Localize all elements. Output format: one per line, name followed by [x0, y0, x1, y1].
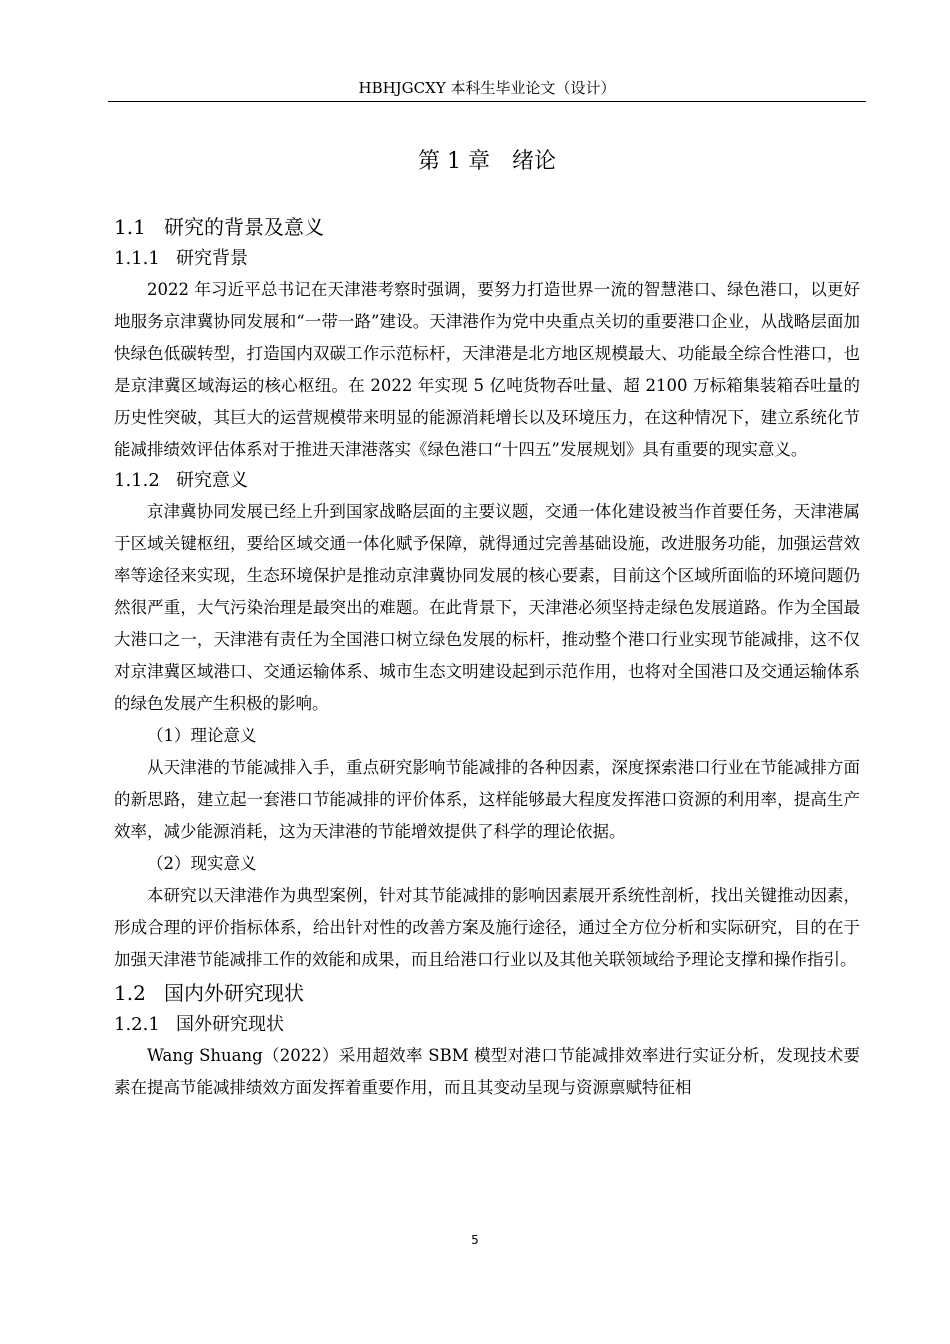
section-heading-1-1-2: [114, 466, 860, 496]
header-rule: [108, 101, 866, 102]
paragraph-practice: 本研究以天津港作为典型案例，针对其节能减排的影响因素展开系统性剖析，找出关键推动因素，形成合理的评价指标体系，给出针对性的改善方案及施行途径，通过全方位分析和实际研究，目的在于加强天津港节能减排工作的效能和成果，而且给港口行业以及其他关联领域给予理论支撑和操作指引。: [114, 886, 860, 969]
section-number: 1.2: [114, 981, 146, 1005]
section-title: 研究背景: [176, 248, 248, 269]
section-heading-1-1: [114, 210, 860, 244]
page-content: [114, 142, 860, 1104]
paragraph-significance: 京津冀协同发展已经上升到国家战略层面的主要议题，交通一体化建设被当作首要任务，天津港属于区域关键枢纽，要给区域交通一体化赋予保障，就得通过完善基础设施，改进服务功能，加强运营效率等途径来实现，生态环境保护是推动京津冀协同发展的核心要素，目前这个区域所面临的环境问题仍然很严重，大气污染治理是最突出的难题。在此背景下，天津港必须坚持走绿色发展道路。作为全国最大港口之一，天津港有责任为全国港口树立绿色发展的标杆，推动整个港口行业实现节能减排，这不仅对京津冀区域港口、交通运输体系、城市生态文明建设起到示范作用，也将对全国港口及交通运输体系的绿色发展产生积极的影响。: [114, 502, 860, 713]
paragraph-theory: 从天津港的节能减排入手，重点研究影响节能减排的各种因素，深度探索港口行业在节能减排方面的新思路，建立起一套港口节能减排的评价体系，这样能够最大程度发挥港口资源的利用率，提高生产效率，减少能源消耗，这为天津港的节能增效提供了科学的理论依据。: [114, 758, 860, 841]
section-heading-1-1-1: [114, 244, 860, 274]
section-number: 1.1.1: [114, 248, 160, 269]
section-heading-1-2: [114, 976, 860, 1010]
subheading-practice: （2）现实意义: [147, 854, 257, 873]
chapter-title: 第 1 章 绪论: [418, 149, 556, 174]
running-header: HBHJGCXY 本科生毕业论文（设计）: [358, 79, 616, 97]
section-title: 研究的背景及意义: [164, 215, 324, 239]
section-title: 国内外研究现状: [164, 981, 304, 1005]
page-number: 5: [471, 1233, 479, 1247]
section-number: 1.1: [114, 215, 146, 239]
section-number: 1.2.1: [114, 1014, 160, 1035]
section-title: 研究意义: [176, 470, 248, 491]
section-title: 国外研究现状: [176, 1014, 284, 1035]
section-heading-1-2-1: [114, 1010, 860, 1040]
paragraph-background: 2022 年习近平总书记在天津港考察时强调，要努力打造世界一流的智慧港口、绿色港口，以更好地服务京津冀协同发展和“一带一路”建设。天津港作为党中央重点关切的重要港口企业，从战略层面加快绿色低碳转型，打造国内双碳工作示范标杆，天津港是北方地区规模最大、功能最全综合性港口，也是京津冀区域海运的核心枢纽。在 2022 年实现 5 亿吨货物吞吐量、超 2100 万标箱集装箱吞吐量的历史性突破，其巨大的运营规模带来明显的能源消耗增长以及环境压力，在这种情况下，建立系统化节能减排绩效评估体系对于推进天津港落实《绿色港口“十四五”发展规划》具有重要的现实意义。: [114, 280, 860, 459]
paragraph-foreign-research: Wang Shuang（2022）采用超效率 SBM 模型对港口节能减排效率进行实证分析，发现技术要素在提高节能减排绩效方面发挥着重要作用，而且其变动呈现与资源禀赋特征相: [114, 1046, 860, 1097]
section-number: 1.1.2: [114, 470, 160, 491]
subheading-theory: （1）理论意义: [147, 726, 257, 745]
